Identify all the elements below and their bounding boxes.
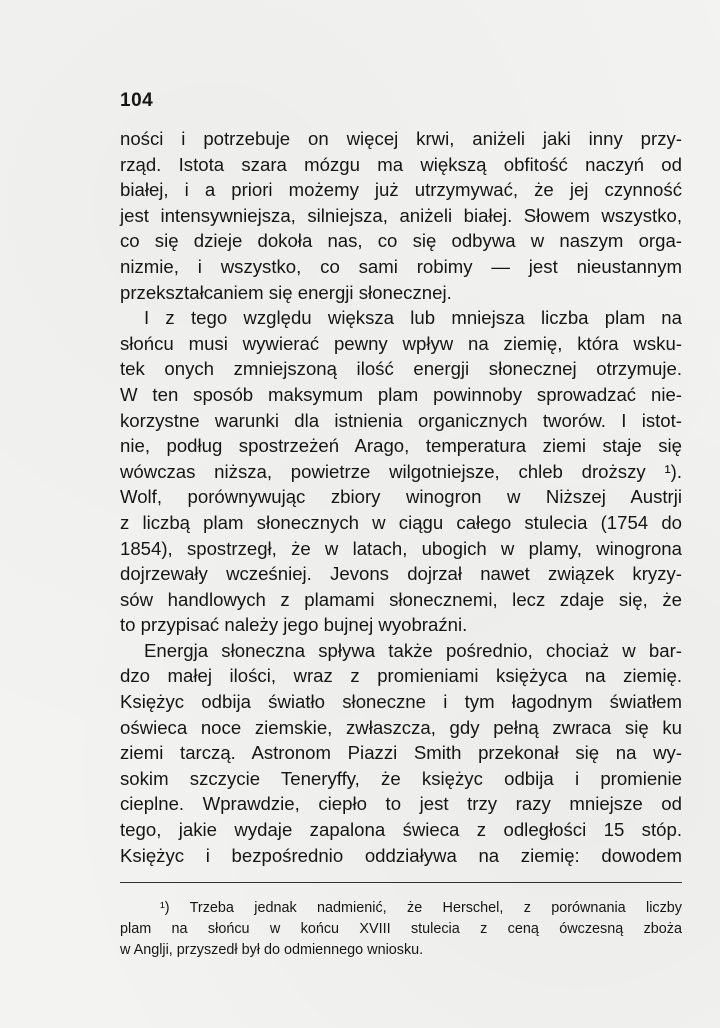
text-line: co się dzieje dokoła nas, co się odbywa w naszym orga- bbox=[120, 230, 682, 252]
text-line: Księżyc odbija światło słoneczne i tym łagodnym światłem bbox=[120, 691, 682, 713]
body-text bbox=[120, 126, 682, 868]
text-line: oświeca noce ziemskie, zwłaszcza, gdy pełną zwraca się ku bbox=[120, 716, 682, 738]
text-line: Wolf, porównywując zbiory winogron w Niższej Austrji bbox=[120, 486, 682, 508]
text-line: Księżyc i bezpośrednio oddziaływa na ziemię: dowodem bbox=[120, 844, 682, 866]
footnotes bbox=[120, 898, 682, 961]
text-line: W ten sposób maksymum plam powinnoby sprowadzać nie- bbox=[120, 383, 682, 405]
text-line: I z tego względu większa lub mniejsza liczba plam na bbox=[144, 307, 682, 329]
text-line: 1854), spostrzegł, że w latach, ubogich w plamy, winogrona bbox=[120, 537, 682, 559]
text-line: nie, podług spostrzeżeń Arago, temperatura ziemi staje się bbox=[120, 435, 682, 457]
text-line: z liczbą plam słonecznych w ciągu całego stulecia (1754 do bbox=[120, 511, 682, 533]
footnote-line: plam na słońcu w końcu XVIII stulecia z ceną ówczesną zboża bbox=[120, 921, 682, 937]
text-line: tek onych zmniejszoną ilość energji słonecznej otrzymuje. bbox=[120, 358, 682, 380]
text-line: rząd. Istota szara mózgu ma większą obfitość naczyń od bbox=[120, 153, 682, 175]
text-line: nizmie, i wszystko, co sami robimy — jest nieustannym bbox=[120, 255, 682, 277]
page-number: 104 bbox=[120, 90, 154, 111]
footnote-line: w Anglji, przyszedł był do odmiennego wniosku. bbox=[120, 942, 424, 958]
text-line: korzystne warunki dla istnienia organicznych tworów. I istot- bbox=[120, 409, 682, 431]
text-line: sów handlowych z plamami słonecznemi, lecz zdaje się, że bbox=[120, 588, 682, 610]
text-line: przekształcaniem się energji słonecznej. bbox=[120, 281, 452, 303]
text-line: ności i potrzebuje on więcej krwi, aniżeli jaki inny przy- bbox=[120, 128, 682, 149]
text-line: tego, jakie wydaje zapalona świeca z odległości 15 stóp. bbox=[120, 819, 682, 841]
text-line: jest intensywniejsza, silniejsza, aniżeli białej. Słowem wszystko, bbox=[120, 204, 682, 226]
footnote-line: ¹) Trzeba jednak nadmienić, że Herschel, z porównania liczby bbox=[160, 900, 682, 916]
text-line: cieplne. Wprawdzie, ciepło to jest trzy razy mniejsze od bbox=[120, 793, 682, 815]
text-line: ziemi tarczą. Astronom Piazzi Smith przekonał się na wy- bbox=[120, 742, 682, 764]
text-line: wówczas niższa, powietrze wilgotniejsze, chleb droższy ¹). bbox=[120, 460, 682, 482]
text-line: Energja słoneczna spływa także pośrednio, chociaż w bar- bbox=[144, 639, 682, 661]
text-line: dojrzewały wcześniej. Jevons dojrzał nawet związek kryzy- bbox=[120, 563, 682, 585]
text-line: białej, i a priori możemy już utrzymywać, że jej czynność bbox=[120, 179, 682, 201]
text-line: dzo małej ilości, wraz z promieniami księżyca na ziemię. bbox=[120, 665, 682, 687]
text-line: to przypisać należy jego bujnej wyobraźni. bbox=[120, 614, 468, 636]
footnote-divider bbox=[120, 882, 682, 883]
text-line: sokim szczycie Teneryffy, że księżyc odbija i promienie bbox=[120, 767, 682, 789]
text-line: słońcu musi wywierać pewny wpływ na ziemię, która wsku- bbox=[120, 332, 682, 354]
